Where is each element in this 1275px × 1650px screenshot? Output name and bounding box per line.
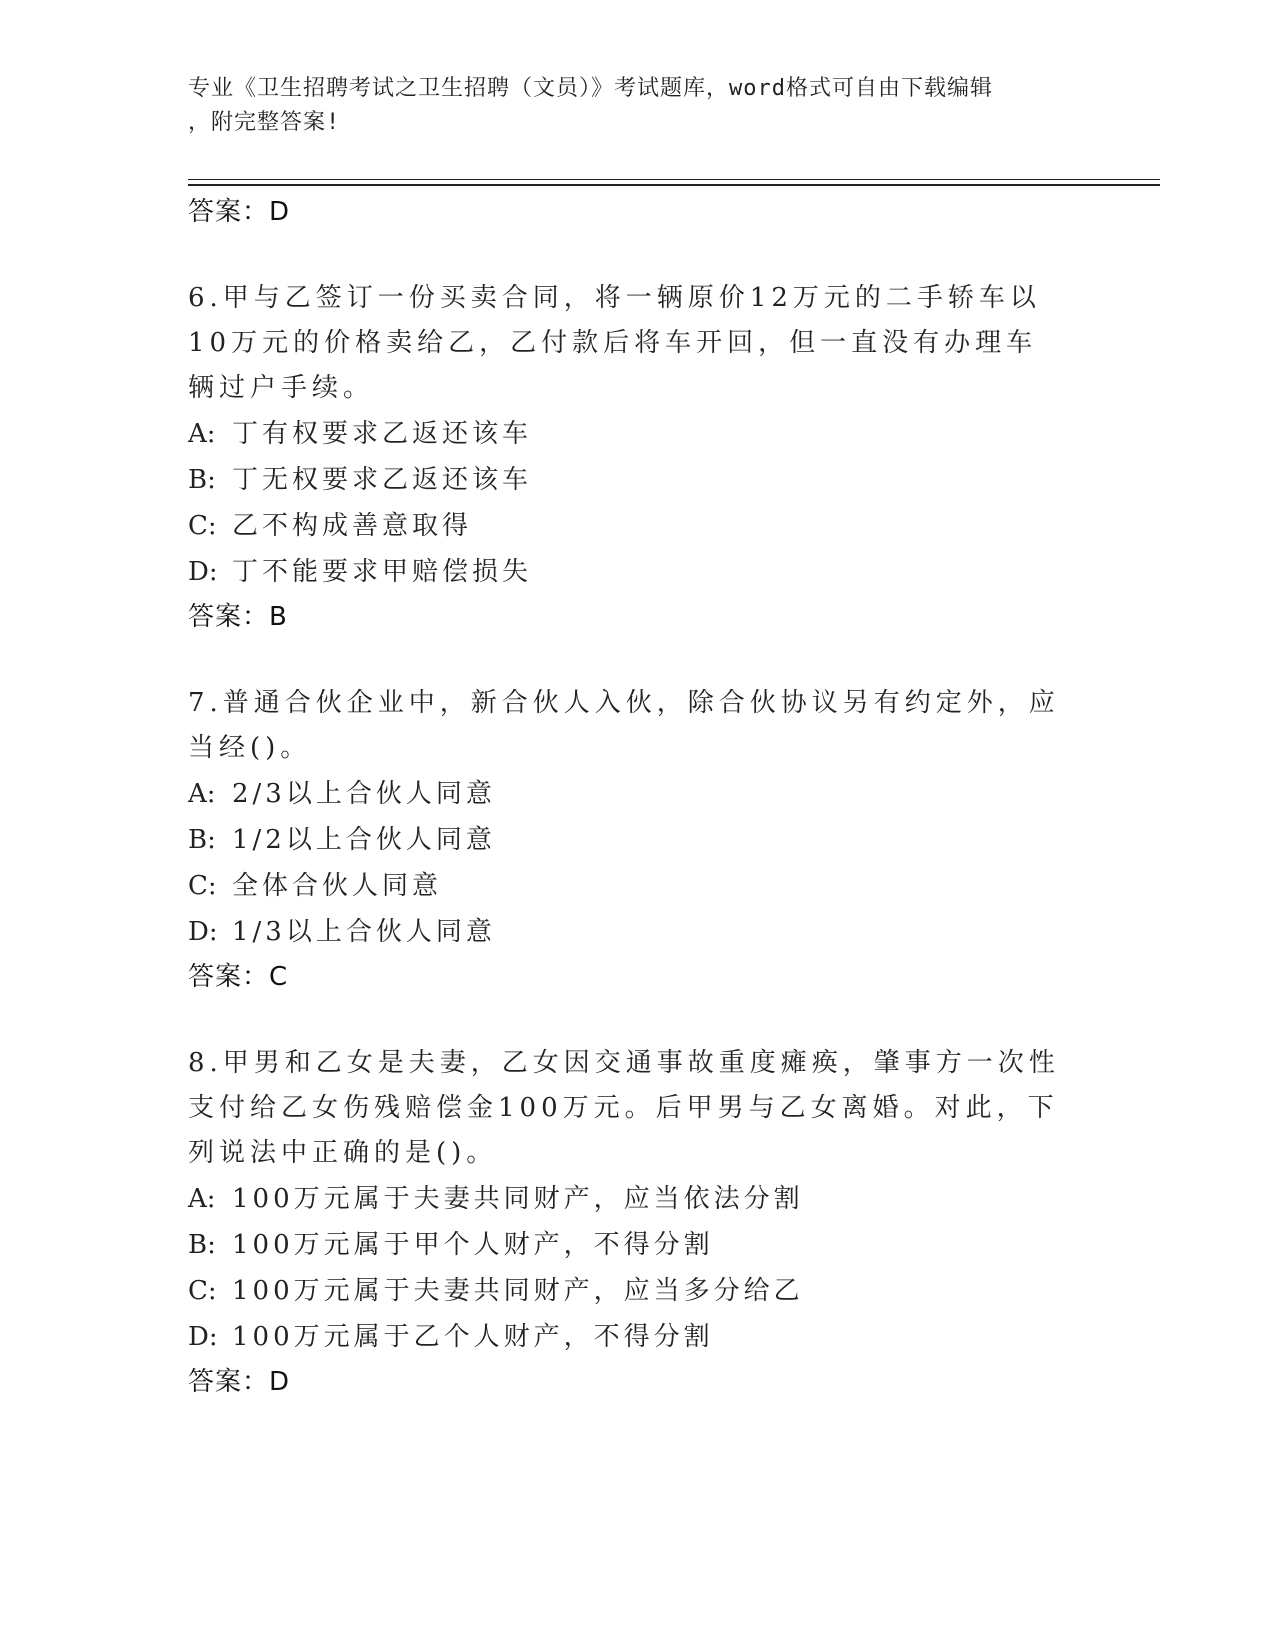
option-text: 丁不能要求甲赔偿损失 — [232, 557, 533, 587]
option-text: 全体合伙人同意 — [232, 871, 443, 901]
option-letter: D: — [188, 1322, 218, 1352]
option-text: 1/2以上合伙人同意 — [232, 825, 496, 855]
question-8 — [188, 1041, 1068, 1404]
document-body — [188, 190, 1068, 1404]
header-line-1: 专业《卫生招聘考试之卫生招聘（文员）》考试题库，word格式可自由下载编辑 — [188, 76, 993, 101]
option-c — [188, 503, 1068, 549]
answer-line: 答案：B — [188, 602, 288, 632]
document-header — [188, 72, 1068, 140]
option-c — [188, 1268, 1068, 1314]
option-a — [188, 1176, 1068, 1222]
option-letter: A: — [188, 1184, 216, 1214]
question-6 — [188, 276, 1068, 639]
header-rule-thick — [188, 184, 1160, 186]
option-b — [188, 817, 1068, 863]
option-text: 100万元属于甲个人财产，不得分割 — [232, 1230, 714, 1260]
header-line-2: ，附完整答案! — [188, 110, 341, 135]
question-text: 7.普通合伙企业中，新合伙人入伙，除合伙协议另有约定外，应当经()。 — [188, 688, 1060, 763]
option-d — [188, 549, 1068, 595]
option-text: 丁无权要求乙返还该车 — [232, 465, 533, 495]
option-b — [188, 457, 1068, 503]
option-letter: A: — [188, 419, 216, 449]
option-letter: C: — [188, 1276, 217, 1306]
question-7 — [188, 681, 1068, 999]
option-c — [188, 863, 1068, 909]
option-text: 乙不构成善意取得 — [232, 511, 473, 541]
option-text: 100万元属于夫妻共同财产，应当依法分割 — [232, 1184, 804, 1214]
option-text: 丁有权要求乙返还该车 — [232, 419, 533, 449]
option-letter: B: — [188, 1230, 216, 1260]
option-text: 100万元属于夫妻共同财产，应当多分给乙 — [232, 1276, 804, 1306]
option-letter: A: — [188, 779, 216, 809]
option-d — [188, 909, 1068, 955]
option-letter: D: — [188, 917, 218, 947]
option-letter: D: — [188, 557, 218, 587]
option-letter: B: — [188, 465, 216, 495]
answer-line: 答案：C — [188, 962, 289, 992]
option-d — [188, 1314, 1068, 1360]
option-letter: B: — [188, 825, 216, 855]
option-letter: C: — [188, 511, 217, 541]
option-text: 100万元属于乙个人财产，不得分割 — [232, 1322, 714, 1352]
option-text: 2/3以上合伙人同意 — [232, 779, 496, 809]
answer-line: 答案：D — [188, 197, 291, 227]
question-text: 8.甲男和乙女是夫妻，乙女因交通事故重度瘫痪，肇事方一次性支付给乙女伤残赔偿金100万元。后甲男与乙女离婚。对此，下列说法中正确的是()。 — [188, 1048, 1060, 1168]
header-rule-thin — [188, 179, 1160, 180]
option-a — [188, 771, 1068, 817]
option-b — [188, 1222, 1068, 1268]
option-letter: C: — [188, 871, 217, 901]
option-a — [188, 411, 1068, 457]
question-text: 6.甲与乙签订一份买卖合同，将一辆原价12万元的二手轿车以10万元的价格卖给乙，乙付款后将车开回，但一直没有办理车辆过户手续。 — [188, 283, 1041, 403]
option-text: 1/3以上合伙人同意 — [232, 917, 496, 947]
answer-line: 答案：D — [188, 1367, 291, 1397]
